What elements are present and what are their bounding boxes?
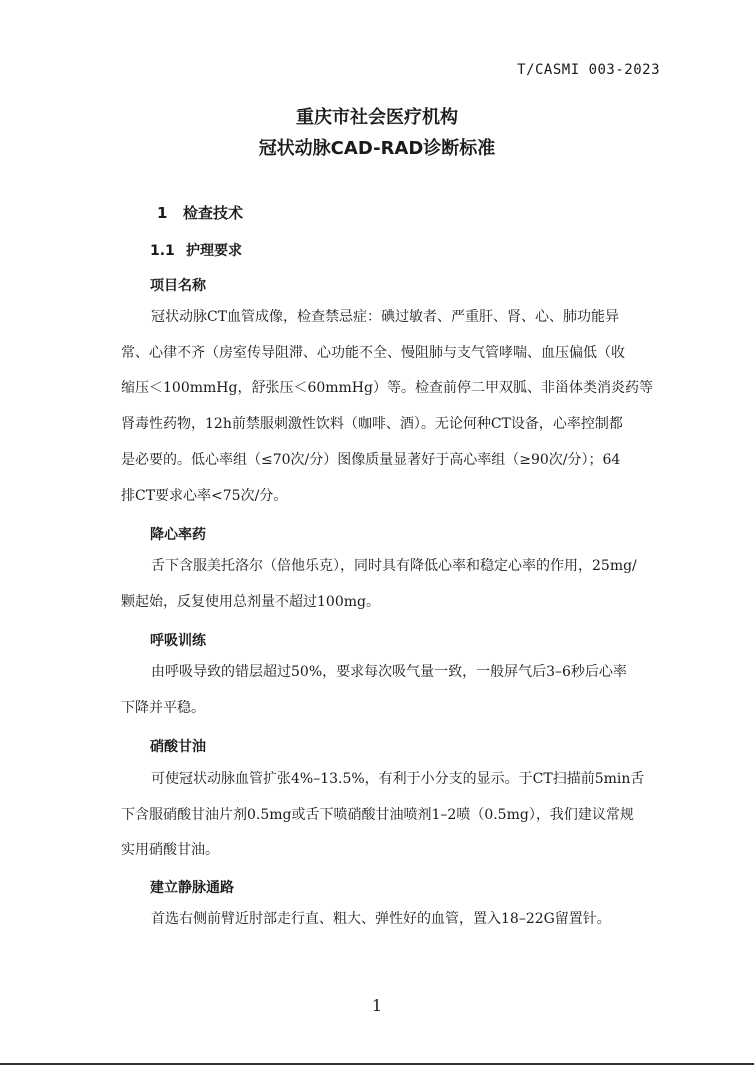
item-heading: 呼吸训练	[150, 633, 206, 649]
page-number: 1	[371, 996, 383, 1015]
item-paragraph	[121, 655, 662, 726]
subsection-title: 护理要求	[186, 243, 242, 259]
paragraph-line: 肾毒性药物，12h前禁服刺激性饮料（咖啡、酒）。无论何种CT设备，心率控制都	[121, 416, 623, 433]
paragraph-line: 可使冠状动脉血管扩张4%–13.5%，有利于小分支的显示。于CT扫描前5min舌	[151, 771, 645, 787]
item-paragraph	[121, 762, 662, 869]
paragraph-line: 常、心律不齐（房室传导阻滞、心功能不全、慢阻肺与支气管哮喘、血压偏低（收	[121, 344, 625, 361]
section-number: 1	[157, 204, 168, 222]
item-paragraph	[121, 300, 662, 514]
item-heading: 建立静脉通路	[150, 880, 234, 896]
paragraph-line: 缩压＜100mmHg，舒张压＜60mmHg）等。检查前停二甲双胍、非甾体类消炎药等	[121, 380, 653, 397]
paragraph-line: 首选右侧前臂近肘部走行直、粗大、弹性好的血管，置入18–22G留置针。	[151, 911, 611, 927]
section-title: 检查技术	[183, 204, 244, 222]
item-paragraph	[121, 902, 662, 938]
subsection-number: 1.1	[150, 243, 175, 259]
bottom-divider	[0, 1063, 754, 1065]
section-heading	[157, 202, 243, 223]
paragraph-line: 下降并平稳。	[121, 699, 205, 716]
paragraph-line: 由呼吸导致的错层超过50%，要求每次吸气量一致，一般屏气后3–6秒后心率	[151, 664, 627, 680]
item-paragraph	[121, 549, 662, 620]
standard-code: T/CASMI 003-2023	[517, 62, 660, 78]
paragraph-line: 颗起始，反复使用总剂量不超过100mg。	[121, 593, 380, 610]
paragraph-line: 排CT要求心率<75次/分。	[121, 487, 288, 504]
item-heading: 硝酸甘油	[150, 739, 206, 755]
paragraph-line: 是必要的。低心率组（≤70次/分）图像质量显著好于高心率组（≥90次/分）；64	[121, 451, 621, 468]
document-title-line1: 重庆市社会医疗机构	[296, 107, 458, 128]
item-heading: 降心率药	[150, 527, 206, 543]
document-title-line2: 冠状动脉CAD-RAD诊断标准	[258, 138, 496, 159]
paragraph-line: 实用硝酸甘油。	[121, 842, 219, 859]
paragraph-line: 下含服硝酸甘油片剂0.5mg或舌下喷硝酸甘油喷剂1–2喷（0.5mg），我们建议常规	[121, 806, 634, 823]
subsection-heading	[150, 240, 242, 260]
paragraph-line: 舌下含服美托洛尔（倍他乐克），同时具有降低心率和稳定心率的作用，25mg/	[151, 558, 637, 574]
item-heading: 项目名称	[150, 278, 206, 294]
paragraph-line: 冠状动脉CT血管成像，检查禁忌症：碘过敏者、严重肝、肾、心、肺功能异	[151, 309, 620, 325]
